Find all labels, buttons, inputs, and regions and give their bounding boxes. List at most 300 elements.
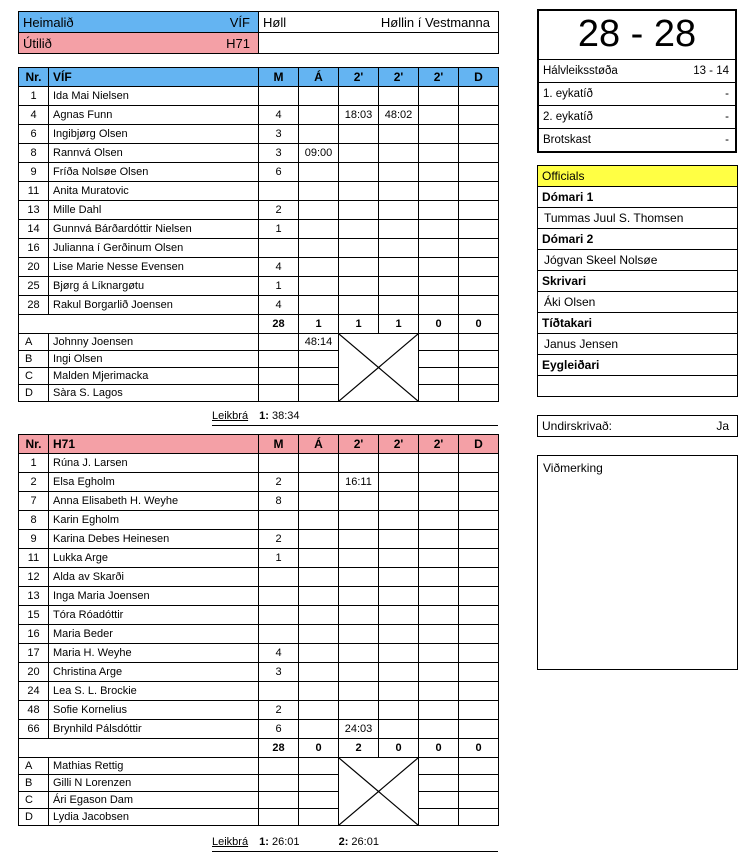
summary-cell (539, 60, 735, 83)
player-s1 (339, 492, 379, 511)
player-s2 (379, 644, 419, 663)
official-role-row (538, 229, 738, 250)
player-number: 4 (19, 106, 49, 125)
official-name: Malden Mjerimacka (49, 368, 259, 385)
player-s3 (419, 125, 459, 144)
player-d (459, 587, 499, 606)
player-s1 (339, 625, 379, 644)
player-row (19, 87, 499, 106)
player-s3 (419, 606, 459, 625)
player-name: Ingibjørg Olsen (49, 125, 259, 144)
col-header-5: D (459, 68, 499, 87)
col-header-2: 2' (339, 68, 379, 87)
summary-row (539, 60, 735, 83)
player-name: Karin Egholm (49, 511, 259, 530)
official-person: Áki Olsen (538, 292, 738, 313)
player-row (19, 625, 499, 644)
totals-empty (19, 739, 259, 758)
official-role-row (538, 271, 738, 292)
player-s1 (339, 454, 379, 473)
player-number: 24 (19, 682, 49, 701)
player-name: Lise Marie Nesse Evensen (49, 258, 259, 277)
player-d (459, 682, 499, 701)
player-s3 (419, 701, 459, 720)
player-a (299, 663, 339, 682)
player-a (299, 720, 339, 739)
score-panel (537, 9, 737, 153)
player-s2 (379, 258, 419, 277)
player-row (19, 682, 499, 701)
player-row (19, 144, 499, 163)
hall-empty-cell (259, 33, 499, 54)
player-s3 (419, 258, 459, 277)
player-m: 1 (259, 220, 299, 239)
player-number: 6 (19, 125, 49, 144)
player-a (299, 606, 339, 625)
player-s1 (339, 663, 379, 682)
player-m: 1 (259, 549, 299, 568)
player-s3 (419, 473, 459, 492)
player-name: Anna Elisabeth H. Weyhe (49, 492, 259, 511)
player-number: 13 (19, 587, 49, 606)
away-header-row (19, 435, 499, 454)
player-d (459, 125, 499, 144)
player-m: 2 (259, 530, 299, 549)
player-s1 (339, 549, 379, 568)
official-empty-2 (459, 351, 499, 368)
total-4: 0 (419, 739, 459, 758)
player-s2 (379, 473, 419, 492)
player-name: Bjørg á Líknargøtu (49, 277, 259, 296)
player-a (299, 625, 339, 644)
summary-label: 2. eykatíð (543, 110, 593, 123)
player-row (19, 644, 499, 663)
player-s3 (419, 163, 459, 182)
team-official-row (19, 368, 499, 385)
player-d (459, 258, 499, 277)
summary-cell (539, 83, 735, 106)
player-s1 (339, 239, 379, 258)
col-header-0: M (259, 68, 299, 87)
player-d (459, 182, 499, 201)
total-1: 1 (299, 315, 339, 334)
player-a (299, 511, 339, 530)
player-name: Lea S. L. Brockie (49, 682, 259, 701)
player-name: Agnas Funn (49, 106, 259, 125)
official-name: Gilli N Lorenzen (49, 775, 259, 792)
official-empty-1 (419, 351, 459, 368)
col-header-1: Á (299, 435, 339, 454)
player-number: 1 (19, 87, 49, 106)
player-row (19, 239, 499, 258)
official-m (259, 368, 299, 385)
away-timeout-1-time: 26:01 (271, 836, 300, 848)
official-empty-2 (459, 334, 499, 351)
player-d (459, 568, 499, 587)
player-number: 1 (19, 454, 49, 473)
player-number: 66 (19, 720, 49, 739)
player-s1 (339, 587, 379, 606)
player-d (459, 201, 499, 220)
player-name: Gunnvá Bárðardóttir Nielsen (49, 220, 259, 239)
player-s3 (419, 587, 459, 606)
player-name: Maria H. Weyhe (49, 644, 259, 663)
player-row (19, 106, 499, 125)
player-m: 8 (259, 492, 299, 511)
score-summary (539, 59, 735, 151)
player-number: 16 (19, 239, 49, 258)
team-official-row (19, 792, 499, 809)
player-m (259, 454, 299, 473)
player-d (459, 492, 499, 511)
home-header-row (19, 68, 499, 87)
player-s3 (419, 220, 459, 239)
player-s3 (419, 277, 459, 296)
official-m (259, 758, 299, 775)
team-name-header: H71 (49, 435, 259, 454)
player-a (299, 530, 339, 549)
player-m (259, 182, 299, 201)
official-empty-2 (459, 368, 499, 385)
hall-name: Høllin í Vestmanna (380, 14, 490, 30)
official-code: C (19, 792, 49, 809)
player-number: 20 (19, 258, 49, 277)
total-1: 0 (299, 739, 339, 758)
player-s2 (379, 492, 419, 511)
player-name: Alda av Skarði (49, 568, 259, 587)
player-s1 (339, 701, 379, 720)
player-m: 3 (259, 125, 299, 144)
player-d (459, 549, 499, 568)
player-s2 (379, 606, 419, 625)
player-a (299, 125, 339, 144)
player-name: Lukka Arge (49, 549, 259, 568)
player-a (299, 296, 339, 315)
player-number: 14 (19, 220, 49, 239)
player-s3 (419, 663, 459, 682)
player-s3 (419, 87, 459, 106)
official-m (259, 385, 299, 402)
player-row (19, 549, 499, 568)
player-m (259, 87, 299, 106)
official-m (259, 792, 299, 809)
player-s3 (419, 144, 459, 163)
player-a (299, 258, 339, 277)
official-name-row (538, 292, 738, 313)
official-empty-1 (419, 809, 459, 826)
hall-label: Høll (263, 14, 287, 30)
official-empty-2 (459, 792, 499, 809)
team-name-header: VÍF (49, 68, 259, 87)
home-timeout-label: Leikbrá (212, 410, 249, 422)
official-name-row (538, 376, 738, 397)
player-d (459, 144, 499, 163)
col-header-4: 2' (419, 68, 459, 87)
player-s2 (379, 220, 419, 239)
player-row (19, 296, 499, 315)
official-empty-1 (419, 334, 459, 351)
player-m: 3 (259, 144, 299, 163)
officials-panel (537, 165, 738, 397)
official-role: Eygleiðari (538, 355, 738, 376)
player-d (459, 473, 499, 492)
total-5: 0 (459, 315, 499, 334)
official-empty-1 (419, 758, 459, 775)
player-s2 (379, 201, 419, 220)
official-a: 48:14 (299, 334, 339, 351)
official-role: Dómari 1 (538, 187, 738, 208)
player-a (299, 473, 339, 492)
summary-value: 13 - 14 (693, 64, 729, 77)
player-s1 (339, 182, 379, 201)
signed-box (537, 415, 738, 437)
player-row (19, 182, 499, 201)
player-s1 (339, 125, 379, 144)
player-s1 (339, 530, 379, 549)
player-d (459, 663, 499, 682)
player-m (259, 606, 299, 625)
player-s2 (379, 663, 419, 682)
player-number: 8 (19, 144, 49, 163)
player-name: Ida Mai Nielsen (49, 87, 259, 106)
official-m (259, 351, 299, 368)
player-d (459, 625, 499, 644)
totals-empty (19, 315, 259, 334)
player-d (459, 163, 499, 182)
col-header-2: 2' (339, 435, 379, 454)
player-d (459, 277, 499, 296)
official-empty-1 (419, 792, 459, 809)
player-s1 (339, 296, 379, 315)
player-number: 12 (19, 568, 49, 587)
official-role-row (538, 313, 738, 334)
summary-label: Hálvleiksstøða (543, 64, 618, 77)
official-m (259, 809, 299, 826)
summary-value: - (725, 110, 729, 123)
player-m: 1 (259, 277, 299, 296)
player-m: 2 (259, 473, 299, 492)
cross-mark (339, 334, 418, 401)
player-s3 (419, 454, 459, 473)
player-name: Sofie Kornelius (49, 701, 259, 720)
player-a (299, 87, 339, 106)
player-m (259, 682, 299, 701)
official-a (299, 351, 339, 368)
player-a (299, 701, 339, 720)
player-s1 (339, 606, 379, 625)
player-number: 25 (19, 277, 49, 296)
player-s3 (419, 549, 459, 568)
player-d (459, 106, 499, 125)
player-s2 (379, 296, 419, 315)
player-d (459, 511, 499, 530)
player-a (299, 220, 339, 239)
player-row (19, 163, 499, 182)
summary-cell (539, 129, 735, 152)
signed-value: Ja (716, 418, 729, 433)
player-name: Anita Muratovic (49, 182, 259, 201)
player-number: 48 (19, 701, 49, 720)
player-d (459, 701, 499, 720)
player-a (299, 106, 339, 125)
official-code: A (19, 758, 49, 775)
col-header-4: 2' (419, 435, 459, 454)
officials-title-row (538, 166, 738, 187)
player-m: 3 (259, 663, 299, 682)
official-code: A (19, 334, 49, 351)
away-team-cell (19, 33, 259, 54)
away-timeout-2-n: 2: (338, 836, 349, 848)
player-m: 4 (259, 296, 299, 315)
player-a: 09:00 (299, 144, 339, 163)
official-name: Lydia Jacobsen (49, 809, 259, 826)
official-person (538, 376, 738, 397)
player-s1: 18:03 (339, 106, 379, 125)
player-d (459, 644, 499, 663)
total-0: 28 (259, 315, 299, 334)
remarks-box[interactable] (537, 455, 738, 670)
player-row (19, 701, 499, 720)
total-3: 0 (379, 739, 419, 758)
player-s3 (419, 296, 459, 315)
player-number: 8 (19, 511, 49, 530)
player-s2 (379, 530, 419, 549)
player-name: Tóra Róadóttir (49, 606, 259, 625)
official-a (299, 809, 339, 826)
player-s3 (419, 625, 459, 644)
player-s1 (339, 258, 379, 277)
away-team-name: H71 (226, 35, 250, 51)
official-empty-1 (419, 775, 459, 792)
player-m: 6 (259, 163, 299, 182)
official-person: Tummas Juul S. Thomsen (538, 208, 738, 229)
player-m (259, 568, 299, 587)
player-s2 (379, 454, 419, 473)
official-code: D (19, 809, 49, 826)
player-row (19, 663, 499, 682)
player-m: 4 (259, 106, 299, 125)
away-timeouts (212, 836, 498, 852)
official-a (299, 792, 339, 809)
col-header-3: 2' (379, 68, 419, 87)
player-a (299, 182, 339, 201)
official-name: Ingi Olsen (49, 351, 259, 368)
player-d (459, 606, 499, 625)
home-totals-row (19, 315, 499, 334)
signed-label: Undirskrivað: (542, 418, 613, 433)
summary-label: 1. eykatíð (543, 87, 593, 100)
player-name: Mille Dahl (49, 201, 259, 220)
official-role-row (538, 355, 738, 376)
official-role-row (538, 187, 738, 208)
player-name: Julianna í Gerðinum Olsen (49, 239, 259, 258)
player-m (259, 511, 299, 530)
player-name: Rannvá Olsen (49, 144, 259, 163)
player-s2 (379, 511, 419, 530)
player-a (299, 201, 339, 220)
player-s3 (419, 182, 459, 201)
official-empty-2 (459, 809, 499, 826)
player-row (19, 720, 499, 739)
player-a (299, 492, 339, 511)
crossed-out-cell (339, 334, 419, 402)
player-s2 (379, 182, 419, 201)
player-name: Maria Beder (49, 625, 259, 644)
official-a (299, 775, 339, 792)
official-a (299, 368, 339, 385)
player-number: 7 (19, 492, 49, 511)
player-s3 (419, 530, 459, 549)
player-number: 11 (19, 182, 49, 201)
official-empty-2 (459, 775, 499, 792)
player-s1 (339, 144, 379, 163)
player-s1 (339, 163, 379, 182)
player-d (459, 296, 499, 315)
player-name: Fríða Nolsøe Olsen (49, 163, 259, 182)
player-s2: 48:02 (379, 106, 419, 125)
player-s3 (419, 568, 459, 587)
player-s2 (379, 144, 419, 163)
team-official-row (19, 334, 499, 351)
official-empty-1 (419, 385, 459, 402)
player-a (299, 549, 339, 568)
player-s2 (379, 277, 419, 296)
player-row (19, 258, 499, 277)
official-role: Skrivari (538, 271, 738, 292)
player-number: 13 (19, 201, 49, 220)
team-official-row (19, 385, 499, 402)
final-score: 28 - 28 (577, 13, 697, 55)
player-row (19, 606, 499, 625)
official-role: Dómari 2 (538, 229, 738, 250)
official-name-row (538, 208, 738, 229)
official-code: D (19, 385, 49, 402)
player-s1 (339, 644, 379, 663)
away-timeout-1-n: 1: (259, 836, 269, 848)
player-d (459, 530, 499, 549)
player-m: 2 (259, 701, 299, 720)
total-5: 0 (459, 739, 499, 758)
home-team-name: VÍF (229, 14, 250, 30)
player-row (19, 220, 499, 239)
player-row (19, 473, 499, 492)
summary-value: - (725, 87, 729, 100)
col-header-0: M (259, 435, 299, 454)
official-code: B (19, 775, 49, 792)
player-number: 11 (19, 549, 49, 568)
player-name: Rúna J. Larsen (49, 454, 259, 473)
team-official-row (19, 758, 499, 775)
hall-cell (259, 12, 499, 33)
player-row (19, 201, 499, 220)
player-a (299, 644, 339, 663)
official-name-row (538, 250, 738, 271)
official-empty-2 (459, 385, 499, 402)
player-row (19, 125, 499, 144)
player-s2 (379, 87, 419, 106)
home-label: Heimalið (23, 14, 74, 30)
player-a (299, 454, 339, 473)
total-2: 2 (339, 739, 379, 758)
player-m (259, 239, 299, 258)
player-number: 16 (19, 625, 49, 644)
home-team-cell (19, 12, 259, 33)
official-name: Mathias Rettig (49, 758, 259, 775)
player-number: 17 (19, 644, 49, 663)
home-timeout-1-n: 1: (259, 410, 269, 422)
total-4: 0 (419, 315, 459, 334)
summary-row (539, 129, 735, 152)
